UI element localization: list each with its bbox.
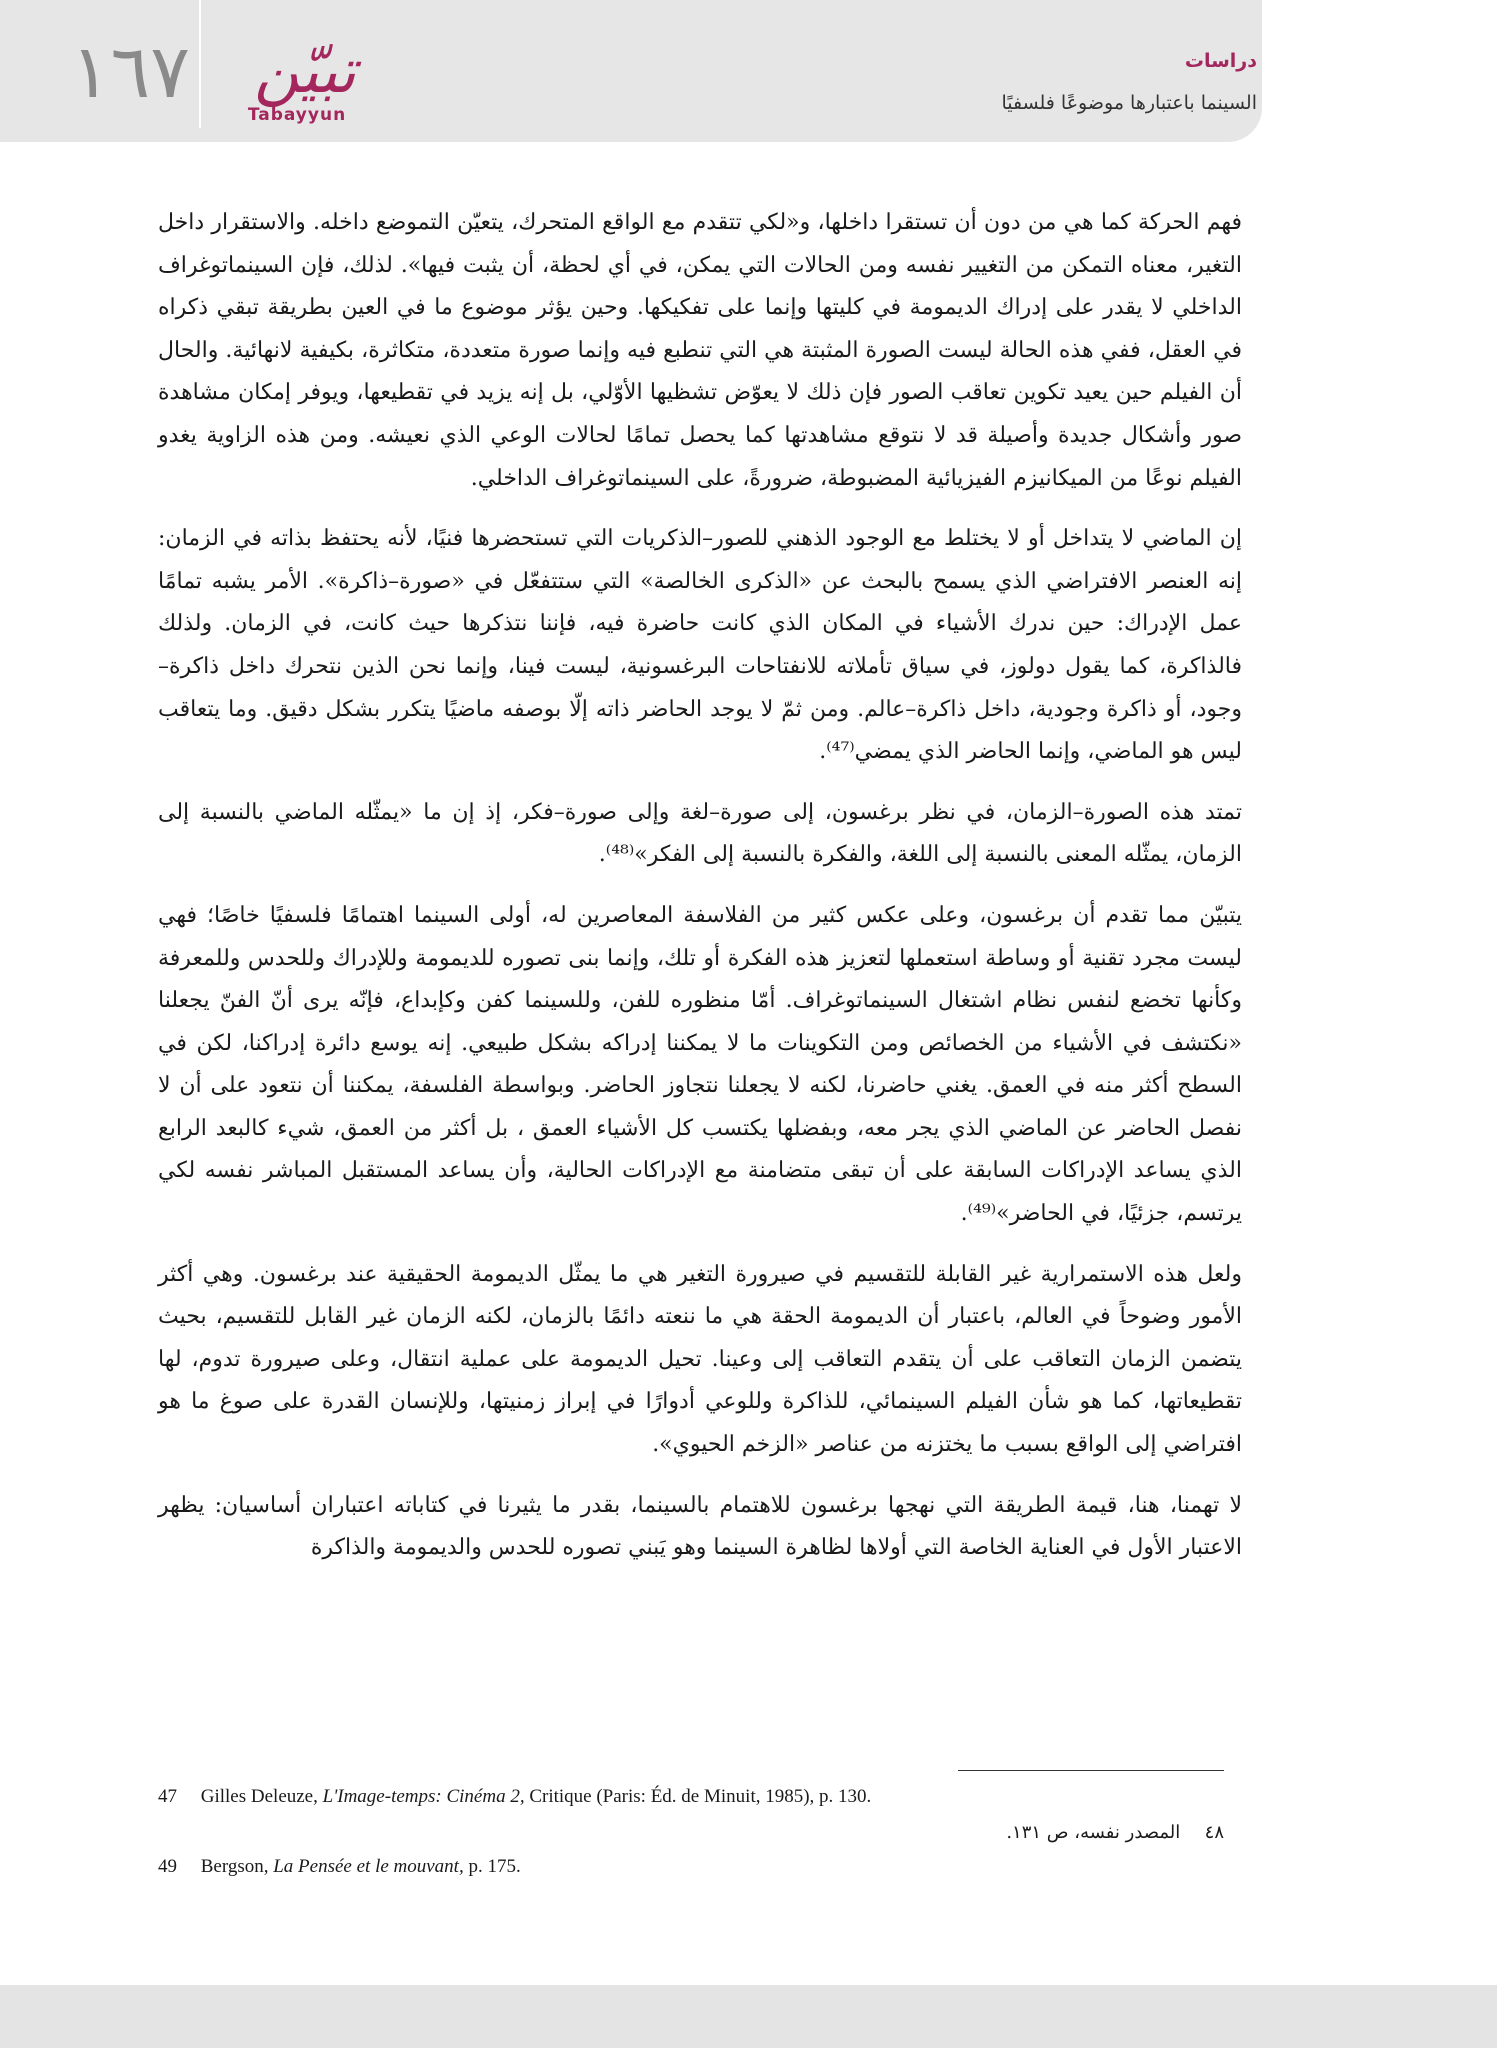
paragraph: فهم الحركة كما هي من دون أن تستقرا داخلها، و«لكي تتقدم مع الواقع المتحرك، يتعيّن التموضع داخله. والاستقرار داخل التغير، معناه التمكن من التغيير نفسه ومن الحالات التي يمكن، في أي لحظة، أن يثبت فيها». لذلك، فإن السينماتوغراف الداخلي لا يقدر على إدراك الديمومة في كليتها وإنما على تفكيكها. وحين يؤثر موضوع ما في العين بطريقة تبقي ذكراه في العقل، ففي هذه الحالة ليست الصورة المثبتة هي التي تنطبع فيه وإنما صورة متعددة، متكاثرة، بكيفية لانهائية. والحال أن الفيلم حين يعيد تكوين تعاقب الصور فإن ذلك لا يعوّض تشظيها الأوّلي، بل إنه يزيد في تقطيعها، ويوفر إمكان مشاهدة صور وأشكال جديدة وأصيلة قد لا نتوقع مشاهدتها كما يحصل تمامًا لحالات الوعي الذي نعيشه. ومن هذه الزاوية يغدو الفيلم نوعًا من الميكانيزم الفيزيائية المضبوطة، ضرورةً، على السينماتوغراف الداخلي. xyxy=(158,210,1242,491)
paragraph: يتبيّن مما تقدم أن برغسون، وعلى عكس كثير من الفلاسفة المعاصرين له، أولى السينما اهتمامًا فلسفيًا خاصًا؛ فهي ليست مجرد تقنية أو وساطة استعملها لتعزيز هذه الفكرة أو تلك، وإنما بنى تصوره للديمومة وللإدراك وللحدس وللمعرفة وكأنها تخضع لنفس نظام اشتغال السينماتوغراف. أمّا منظوره للفن، وللسينما كفن وكإبداع، فإنّه يرى أنّ الفنّ يجعلنا «نكتشف في الأشياء من الخصائص ومن التكوينات ما لا يمكننا إدراكه بشكل طبيعي. إنه يوسع دائرة إدراكنا، لكن في السطح أكثر منه في العمق. يغني حاضرنا، لكنه لا يجعلنا نتجاوز الحاضر. وبواسطة الفلسفة، يمكننا أن نتعود على أن لا نفصل الحاضر عن الماضي الذي يجر معه، وبفضلها يكتسب كل الأشياء العمق ، بل أكثر من العمق، شيء كالبعد الرابع الذي يساعد الإدراكات السابقة على أن تبقى متضامنة مع الإدراكات الحالية، وأن يساعد المستقبل المباشر نفسه لكي يرتسم، جزئيًا، في الحاضر»⁽⁴⁹⁾. xyxy=(158,902,1242,1227)
journal-logo xyxy=(212,36,398,132)
paragraph: إن الماضي لا يتداخل أو لا يختلط مع الوجود الذهني للصور–الذكريات التي تستحضرها فنيًا، لأنه يحتفظ بذاته في الزمان: إنه العنصر الافتراضي الذي يسمح بالبحث عن «الذكرى الخالصة» التي ستتفعّل في «صورة–ذاكرة». الأمر يشبه تمامًا عمل الإدراك: حين ندرك الأشياء في المكان الذي كانت حاضرة فيه، فإننا نتذكرها حيث كانت، في الزمان. ولذلك فالذاكرة، كما يقول دولوز، في سياق تأملاته للانفتاحات البرغسونية، ليست فينا، وإنما نحن الذين نتحرك داخل ذاكرة–وجود، أو ذاكرة وجودية، داخل ذاكرة–عالم. ومن ثمّ لا يوجد الحاضر ذاته إلّا بوصفه ماضيًا يتكرر بشكل دقيق. وما يتعاقب ليس هو الماضي، وإنما الحاضر الذي يمضي⁽⁴⁷⁾. xyxy=(158,526,1242,765)
footnote-rest: Critique (Paris: Éd. de Minuit, 1985), p. 130. xyxy=(529,1786,872,1807)
page-number: ١٦٧ xyxy=(70,29,190,115)
footnote-rest: p. 175. xyxy=(468,1856,521,1877)
running-title: السينما باعتبارها موضوعًا فلسفيًا xyxy=(1001,92,1257,114)
paragraph: ولعل هذه الاستمرارية غير القابلة للتقسيم في صيرورة التغير هي ما يمثّل الديمومة الحقيقية عند برغسون. وهي أكثر الأمور وضوحاً في العالم، باعتبار أن الديمومة الحقة هي ما ننعته دائمًا بالزمان، لكنه الزمان غير القابل للتقسيم، بحيث يتضمن الزمان التعاقب على أن يتقدم التعاقب إلى وعينا. تحيل الديمومة على عملية انتقال، وعلى صيرورة تدوم، لها تقطيعاتها، كما هو شأن الفيلم السينمائي، للذاكرة وللوعي أدوارًا في إبراز زمنيتها، وللإنسان القدرة على صوغ ما هو افتراضي إلى الواقع بسبب ما يختزنه من عناصر «الزخم الحيوي». xyxy=(158,1261,1242,1458)
footnote-number: ٤٨ xyxy=(1204,1822,1224,1843)
paragraph: تمتد هذه الصورة–الزمان، في نظر برغسون، إلى صورة–لغة وإلى صورة–فكر، إذ إن ما «يمثّله الماضي بالنسبة إلى الزمان، يمثّله المعنى بالنسبة إلى اللغة، والفكرة بالنسبة إلى الفكر»⁽⁴⁸⁾. xyxy=(158,799,1242,868)
footnote-47 xyxy=(158,1782,1224,1812)
paragraph: لا تهمنا، هنا، قيمة الطريقة التي نهجها برغسون للاهتمام بالسينما، بقدر ما يثيرنا في كتاباته اعتباران أساسيان: يظهر الاعتبار الأول في العناية الخاصة التي أولاها لظاهرة السينما وهو يَبني تصوره للحدس والديمومة والذاكرة xyxy=(158,1492,1242,1561)
footnote-number: 47 xyxy=(158,1786,177,1807)
footnote-title: L'Image-temps: Cinéma 2, xyxy=(322,1786,525,1807)
footnote-author: Bergson, xyxy=(200,1856,269,1877)
footnote-49 xyxy=(158,1852,1224,1882)
footnote-number: 49 xyxy=(158,1856,177,1877)
bottom-band xyxy=(0,1985,1497,2048)
section-label: دراسات xyxy=(1184,50,1257,72)
footnote-48 xyxy=(158,1818,1224,1848)
logo-arabic-text: تبيّن xyxy=(254,34,356,107)
footnote-rule xyxy=(958,1770,1224,1771)
header-divider xyxy=(199,0,201,128)
footnote-author: Gilles Deleuze, xyxy=(200,1786,318,1807)
article-body xyxy=(158,202,1242,1588)
footnote-title: La Pensée et le mouvant, xyxy=(273,1856,464,1877)
logo-latin-text: Tabayyun xyxy=(247,105,347,125)
footnote-text: المصدر نفسه، ص ١٣١. xyxy=(1006,1822,1181,1843)
